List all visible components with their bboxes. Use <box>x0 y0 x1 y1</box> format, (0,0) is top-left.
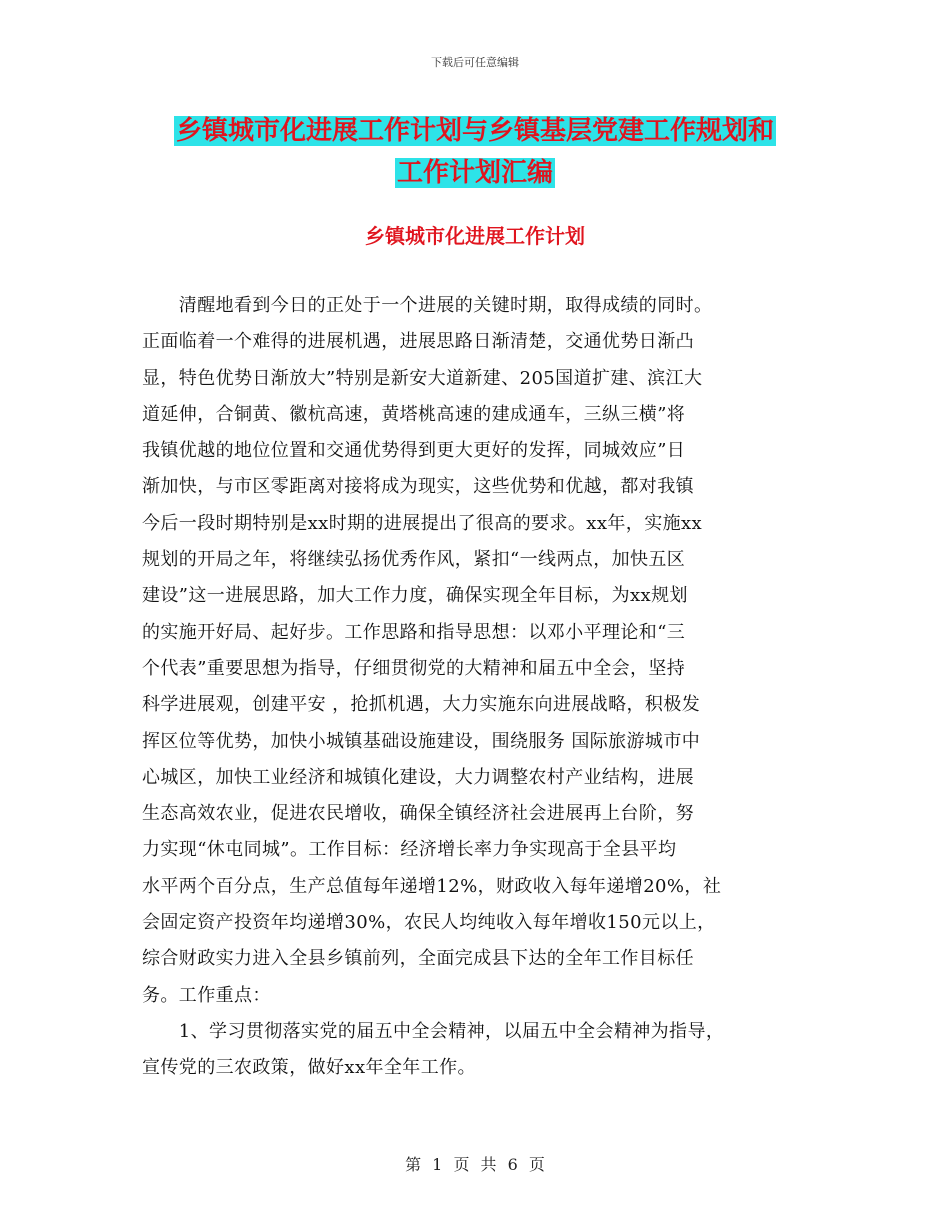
body-line: 会固定资产投资年均递增30%，农民人均纯收入每年增收150元以上， <box>142 912 716 934</box>
document-title-line-1: 乡镇城市化进展工作计划与乡镇基层党建工作规划和 <box>175 116 774 146</box>
body-line: 渐加快，与市区零距离对接将成为现实，这些优势和优越，都对我镇 <box>142 476 694 498</box>
body-line: 综合财政实力进入全县乡镇前列，全面完成县下达的全年工作目标任 <box>142 948 694 970</box>
body-line: 宣传党的三农政策，做好xx年全年工作。 <box>142 1057 476 1079</box>
body-line: 道延伸，合铜黄、徽杭高速，黄塔桃高速的建成通车，三纵三横”将 <box>142 403 686 425</box>
document-title <box>0 110 950 194</box>
body-line: 今后一段时期特别是xx时期的进展提出了很高的要求。xx年，实施xx <box>142 512 703 534</box>
body-line: 挥区位等优势，加快小城镇基础设施建设，围绕服务 国际旅游城市中 <box>142 730 701 752</box>
body-line: 建设”这一进展思路，加大工作力度，确保实现全年目标，为xx规划 <box>142 585 688 607</box>
body-line: 正面临着一个难得的进展机遇，进展思路日渐清楚，交通优势日渐凸 <box>142 331 694 353</box>
body-line: 显，特色优势日渐放大”特别是新安大道新建、205国道扩建、滨江大 <box>142 367 703 389</box>
body-line: 1、学习贯彻落实党的届五中全会精神，以届五中全会精神为指导， <box>142 1020 725 1042</box>
body-line: 个代表”重要思想为指导，仔细贯彻党的大精神和届五中全会，坚持 <box>142 657 686 679</box>
page-header-note: 下载后可任意编辑 <box>431 56 519 69</box>
document-title-line-2: 工作计划汇编 <box>396 158 553 188</box>
body-line: 清醒地看到今日的正处于一个进展的关键时期，取得成绩的同时。 <box>142 295 713 316</box>
body-text <box>142 288 812 1087</box>
page-number: 第 1 页 共 6 页 <box>405 1155 545 1174</box>
body-line: 我镇优越的地位位置和交通优势得到更大更好的发挥，同城效应”日 <box>142 440 686 462</box>
body-line: 心城区，加快工业经济和城镇化建设，大力调整农村产业结构，进展 <box>142 766 694 788</box>
body-line: 务。工作重点： <box>142 984 271 1006</box>
section-title: 乡镇城市化进展工作计划 <box>365 224 585 248</box>
body-line: 水平两个百分点，生产总值每年递增12%，财政收入每年递增20%，社 <box>142 875 722 897</box>
body-line: 的实施开好局、起好步。工作思路和指导思想：以邓小平理论和“三 <box>142 621 686 643</box>
body-line: 生态高效农业，促进农民增收，确保全镇经济社会进展再上台阶，努 <box>142 803 694 825</box>
body-line: 科学进展观，创建平安 ，抢抓机遇，大力实施东向进展战略，积极发 <box>142 694 701 716</box>
body-line: 规划的开局之年，将继续弘扬优秀作风，紧扣“一线两点，加快五区 <box>142 549 686 571</box>
body-line: 力实现“休屯同城”。工作目标：经济增长率力争实现高于全县平均 <box>142 839 677 861</box>
